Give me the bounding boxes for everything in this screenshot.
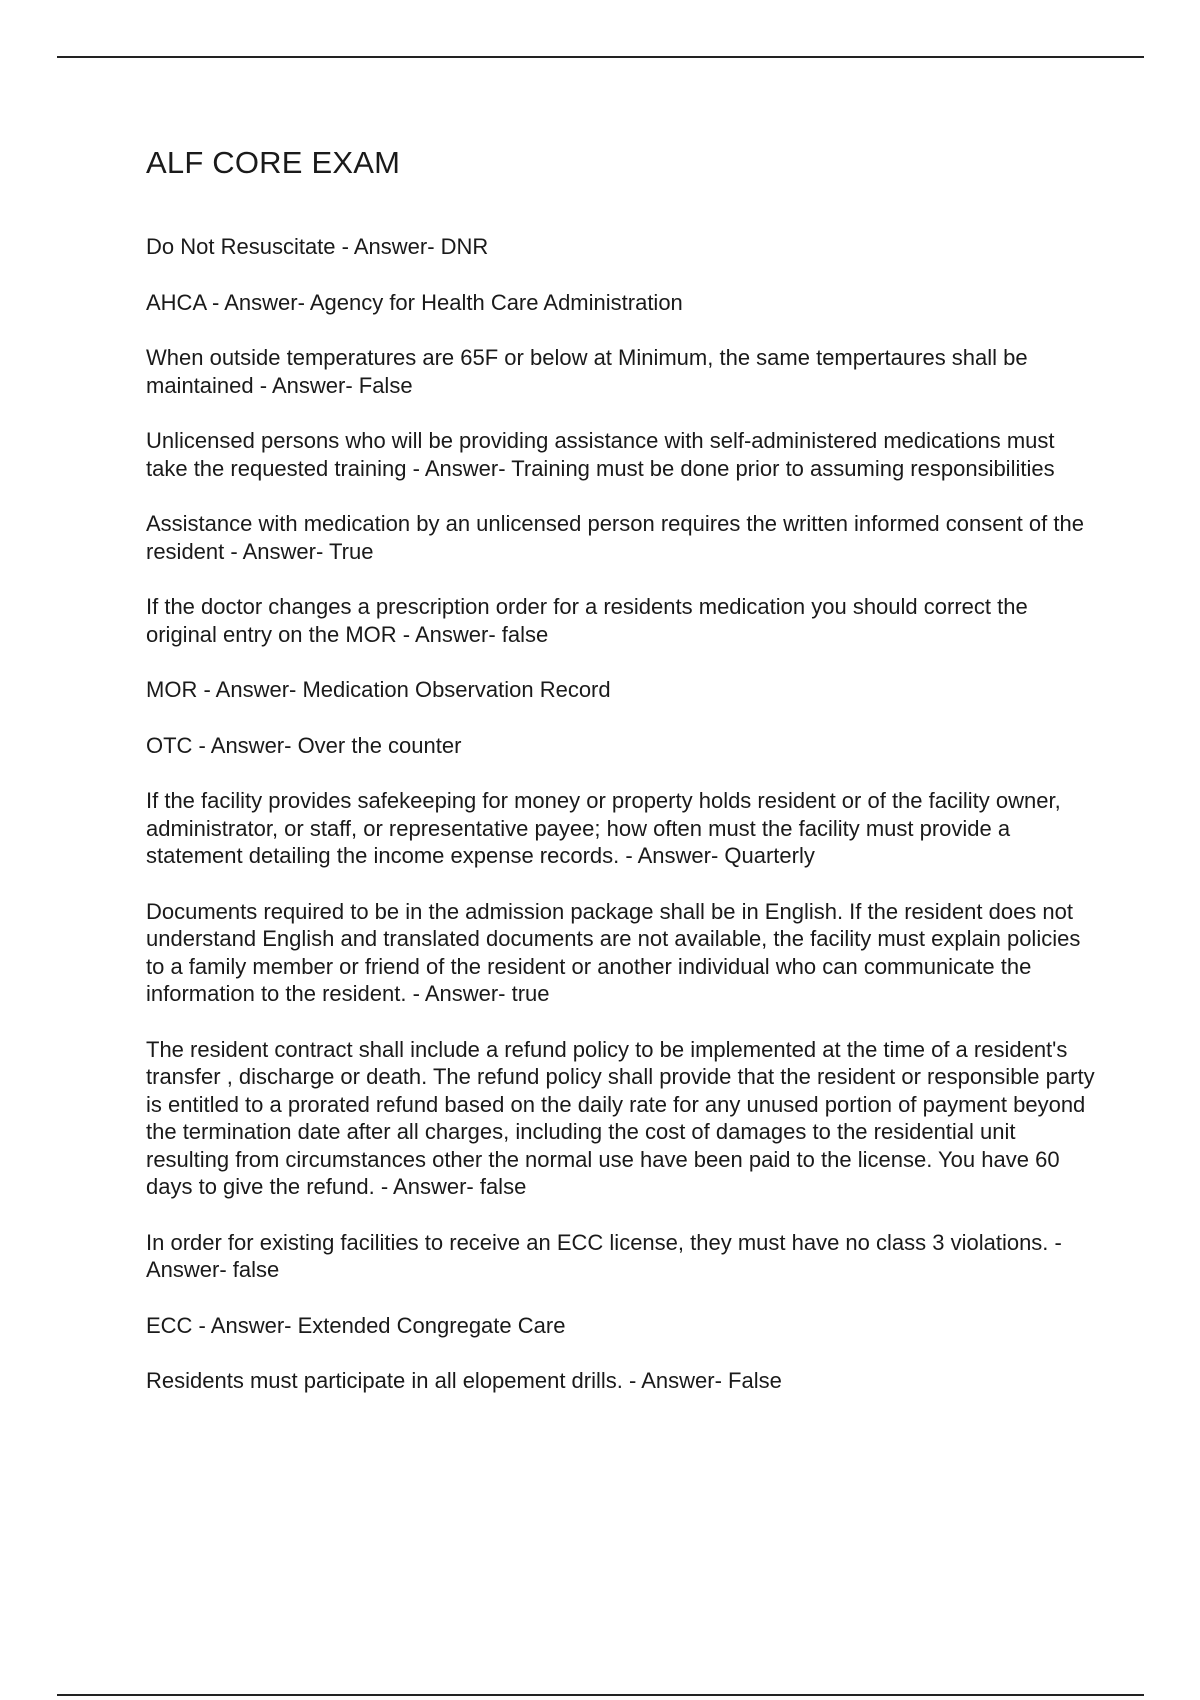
qa-item: Do Not Resuscitate - Answer- DNR [146, 234, 489, 259]
qa-item: In order for existing facilities to receive an ECC license, they must have no class 3 violations. - Answer- false [146, 1229, 1062, 1282]
bottom-divider [57, 1694, 1144, 1696]
qa-item: If the facility provides safekeeping for money or property holds resident or of the facility owner, administrator, or staff, or representative payee; how often must the facility must provide a statement detailing the income expense records. - Answer- Quarterly [146, 788, 1061, 868]
qa-item: Unlicensed persons who will be providing assistance with self-administered medications must take the requested training - Answer- Training must be done prior to assuming responsibilities [146, 428, 1055, 481]
qa-item: OTC - Answer- Over the counter [146, 732, 462, 758]
qa-item: The resident contract shall include a refund policy to be implemented at the time of a resident's transfer , discharge or death. The refund policy shall provide that the resident or responsible party is entitled to a prorated refund based on the daily rate for any unused portion of payment beyond the termination date after all charges, including the cost of damages to the residential unit resulting from circumstances other the normal use have been paid to the license. You have 60 days to give the refund. - Answer- false [146, 1036, 1095, 1199]
qa-item: Residents must participate in all elopement drills. - Answer- False [146, 1368, 782, 1393]
qa-list [146, 233, 1096, 1395]
document-body [146, 143, 1096, 1423]
qa-item: ECC - Answer- Extended Congregate Care [146, 1312, 566, 1338]
qa-item: Assistance with medication by an unlicensed person requires the written informed consent of the resident - Answer- True [146, 511, 1084, 564]
top-divider [57, 56, 1144, 58]
qa-item: MOR - Answer- Medication Observation Record [146, 677, 611, 702]
qa-item: When outside temperatures are 65F or below at Minimum, the same tempertaures shall be maintained - Answer- False [146, 345, 1028, 398]
page-title: ALF CORE EXAM [146, 145, 401, 180]
qa-item: AHCA - Answer- Agency for Health Care Administration [146, 289, 683, 315]
qa-item: Documents required to be in the admission package shall be in English. If the resident does not understand English and translated documents are not available, the facility must explain policies to a family member or friend of the resident or another individual who can communicate the information to the resident. - Answer- true [146, 898, 1081, 1006]
qa-item: If the doctor changes a prescription order for a residents medication you should correct the original entry on the MOR - Answer- false [146, 594, 1028, 647]
